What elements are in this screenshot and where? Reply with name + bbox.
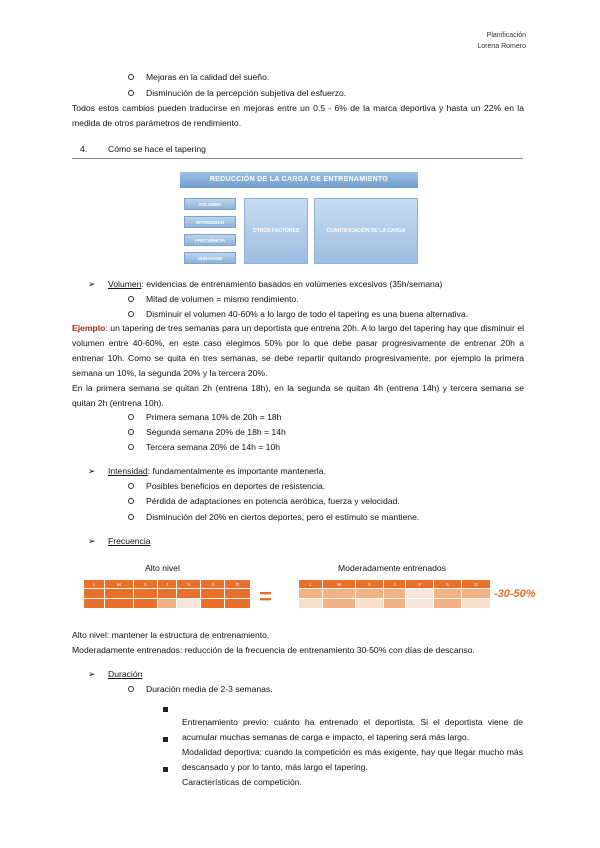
intensidad-bullet xyxy=(128,511,419,523)
diagram-load-quantification: CUANTIFICACIÓN DE LA CARGA xyxy=(314,198,418,264)
example-paragraph-2: En la primera semana se quitan 2h (entrena 18h), en la segunda se quitan 4h (entrena 14h) y tercera semana se quitan 2h (entrena 10h). xyxy=(72,383,524,408)
intro-bullet xyxy=(128,87,346,99)
circle-bullet-icon xyxy=(128,686,134,692)
equals-sign: = xyxy=(259,584,272,609)
volumen-label: Volumen xyxy=(108,279,142,289)
section-heading xyxy=(80,143,206,155)
intensidad-text: : fundamentalmente es importante mantenerla. xyxy=(147,466,326,476)
arrow-bullet-icon: ➢ xyxy=(88,536,96,546)
week-row xyxy=(84,599,251,609)
duracion-subitem-text: Modalidad deportiva: cuando la competición es más exigente, hay que llegar mucho más descansado y por lo tanto, más largo el tapering. xyxy=(182,747,523,772)
circle-bullet-icon xyxy=(128,311,134,317)
duracion-subitem xyxy=(163,757,523,790)
duracion-subitem-text: Características de competición. xyxy=(182,777,302,787)
example-bullet xyxy=(128,426,286,438)
example-bullet-text: Segunda semana 20% de 18h = 14h xyxy=(146,427,286,437)
circle-bullet-icon xyxy=(128,483,134,489)
intensidad-bullet xyxy=(128,495,400,507)
circle-bullet-icon xyxy=(128,296,134,302)
example-bullet-text: Tercera semana 20% de 14h = 10h xyxy=(146,442,281,452)
duracion-bullet xyxy=(128,683,273,695)
diagram-factor-volumen: VOLUMEN xyxy=(184,198,236,210)
volumen-bullet-text: Mitad de volumen = mismo rendimiento. xyxy=(146,294,299,304)
moderate-title: Moderadamente entrenados xyxy=(338,563,446,573)
week-header-row xyxy=(299,580,491,589)
day-cell: V xyxy=(177,580,201,589)
day-cell: D xyxy=(461,580,490,589)
moderate-week-table xyxy=(298,579,491,609)
section-title: Cómo se hace el tapering xyxy=(108,144,206,154)
frequency-caption-2: Moderadamente entrenados: reducción de la frecuencia de entrenamiento 30-50% con días de descanso. xyxy=(72,645,475,655)
diagram-other-factors: OTROS FACTORES xyxy=(244,198,308,264)
example-label: Ejemplo xyxy=(72,323,106,333)
frequency-caption-1: Alto nivel: mantener la estructura de entrenamiento. xyxy=(72,630,270,640)
week-row xyxy=(84,589,251,599)
circle-bullet-icon xyxy=(128,74,134,80)
circle-bullet-icon xyxy=(128,414,134,420)
intro-bullet-text: Disminución de la percepción subjetiva del esfuerzo. xyxy=(146,88,347,98)
duracion-item xyxy=(88,668,142,680)
high-level-title: Alto nivel xyxy=(145,563,180,573)
intensidad-bullet-text: Posibles beneficios en deportes de resistencia. xyxy=(146,481,326,491)
diagram-factor-frecuencia: FRECUENCIA xyxy=(184,234,236,246)
example-paragraph xyxy=(72,321,524,381)
intensidad-item xyxy=(88,465,326,477)
day-cell: M xyxy=(105,580,134,589)
volumen-bullet xyxy=(128,293,299,305)
high-level-week-table xyxy=(83,579,251,609)
page-header xyxy=(477,30,526,52)
header-author: Lorena Romero xyxy=(477,43,526,50)
week-row xyxy=(299,589,491,599)
circle-bullet-icon xyxy=(128,429,134,435)
diagram-factor-intensidad: INTENSIDAD xyxy=(184,216,236,228)
day-cell: D xyxy=(225,580,251,589)
intro-bullet xyxy=(128,71,269,83)
section-number: 4. xyxy=(80,144,88,154)
duracion-bullet-text: Duración media de 2-3 semanas. xyxy=(146,684,273,694)
week-header-row xyxy=(84,580,251,589)
day-cell: L xyxy=(84,580,105,589)
day-cell: L xyxy=(299,580,323,589)
volumen-bullet xyxy=(128,308,468,320)
arrow-bullet-icon: ➢ xyxy=(88,669,96,679)
arrow-bullet-icon: ➢ xyxy=(88,279,96,289)
arrow-bullet-icon: ➢ xyxy=(88,466,96,476)
duracion-subitem-text: Entrenamiento previo: cuánto ha entrenado el deportista. Si el deportista viene de acumular muchas semanas de carga e impacto, el tapering será más largo. xyxy=(182,717,523,742)
day-cell: J xyxy=(157,580,177,589)
day-cell: S xyxy=(433,580,461,589)
intro-bullet-text: Mejoras en la calidad del sueño. xyxy=(146,72,270,82)
intensidad-bullet xyxy=(128,480,325,492)
frecuencia-item xyxy=(88,535,151,547)
square-bullet-icon xyxy=(163,737,168,742)
circle-bullet-icon xyxy=(128,90,134,96)
square-bullet-icon xyxy=(163,707,168,712)
intensidad-bullet-text: Pérdida de adaptaciones en potencia aeróbica, fuerza y velocidad. xyxy=(146,496,400,506)
volumen-text: : evidencias de entrenamiento basados en volúmenes excesivos (35h/semana) xyxy=(141,279,443,289)
day-cell: J xyxy=(383,580,405,589)
volumen-item xyxy=(88,278,442,290)
section-divider xyxy=(72,158,523,159)
header-subject: Planificación xyxy=(486,32,526,39)
frecuencia-label: Frecuencia xyxy=(108,536,151,546)
day-cell: M xyxy=(323,580,356,589)
volumen-bullet-text: Disminuir el volumen 40-60% a lo largo de todo el tapering es una buena alternativa. xyxy=(146,309,468,319)
example-bullet-text: Primera semana 10% de 20h = 18h xyxy=(146,412,282,422)
frequency-reduction: -30-50% xyxy=(494,588,536,600)
day-cell: X xyxy=(356,580,384,589)
week-row xyxy=(299,599,491,609)
duracion-label: Duración xyxy=(108,669,143,679)
example-bullet xyxy=(128,411,281,423)
intensidad-label: Intensidad xyxy=(108,466,148,476)
intensidad-bullet-text: Disminución del 20% en ciertos deportes, pero el estímulo se mantiene. xyxy=(146,512,420,522)
diagram-factor-duracion: DURACIÓN xyxy=(184,252,236,264)
circle-bullet-icon xyxy=(128,444,134,450)
intro-paragraph: Todos estos cambios pueden traducirse en mejoras entre un 0.5 - 6% de la marca deportiva y hasta un 22% en la medida de otros parámetros de rendimiento. xyxy=(72,103,524,128)
circle-bullet-icon xyxy=(128,498,134,504)
square-bullet-icon xyxy=(163,767,168,772)
example-text: : un tapering de tres semanas para un deportista que entrena 20h. A lo largo del tapering hay que disminuir el volumen entre 40-60%, en este caso elegimos 50% por lo que debe pasar progresivamente de entrenar 20h a entrenar 10h. Como se quita en tres semanas, se debe repartir quitando progresivamente, por ejemplo la primera semana un 10%, la segunda 20% y la tercera 20%. xyxy=(72,323,524,378)
day-cell: X xyxy=(133,580,157,589)
circle-bullet-icon xyxy=(128,514,134,520)
example-bullet xyxy=(128,441,280,453)
day-cell: S xyxy=(201,580,225,589)
load-reduction-diagram xyxy=(180,172,418,268)
diagram-title: REDUCCIÓN DE LA CARGA DE ENTRENAMIENTO xyxy=(180,172,418,188)
day-cell: V xyxy=(406,580,434,589)
